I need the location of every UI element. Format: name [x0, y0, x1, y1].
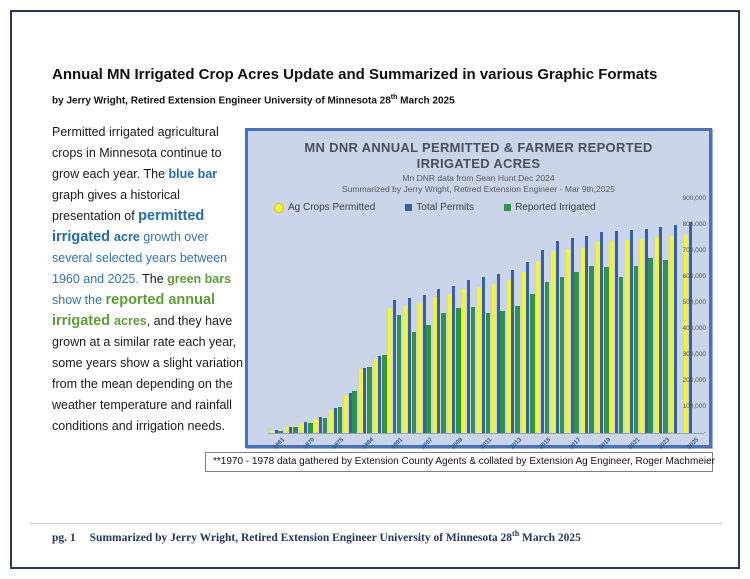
x-axis-tick-label: 1961 [272, 437, 287, 451]
bar-ag-crops-permitted [477, 287, 481, 433]
bar-ag-crops-permitted [388, 308, 392, 433]
bar-reported-irrigated [278, 431, 283, 433]
bar-ag-crops-permitted [581, 248, 585, 433]
bar-reported-irrigated [486, 313, 491, 433]
bar-total-permits [541, 250, 544, 433]
bar-total-permits [482, 277, 485, 433]
byline-text: by Jerry Wright, Retired Extension Engineer University of Minnesota 28 [52, 95, 391, 107]
bar-total-permits [319, 417, 322, 433]
bar-total-permits [630, 230, 633, 433]
bar-ag-crops-permitted [448, 294, 452, 433]
bar-reported-irrigated [500, 311, 505, 433]
y-axis-tick-label: 200,000 [682, 377, 706, 384]
y-axis-tick-label: 700,000 [682, 247, 706, 254]
chart-box [245, 128, 712, 451]
bar-reported-irrigated [397, 315, 402, 433]
bar-ag-crops-permitted [566, 249, 570, 433]
bar-reported-irrigated [323, 418, 328, 433]
bar-ag-crops-permitted [403, 306, 407, 433]
footer-ordinal: th [512, 529, 520, 538]
chart-title-line2: IRRIGATED ACRES [416, 156, 541, 171]
bar-ag-crops-permitted [300, 423, 304, 433]
bar-total-permits [556, 241, 559, 433]
bar-total-permits [275, 430, 278, 433]
byline-ordinal: th [390, 94, 398, 101]
bar-total-permits [615, 231, 618, 433]
bar-ag-crops-permitted [522, 272, 526, 433]
bar-reported-irrigated [619, 277, 624, 433]
bar-total-permits [363, 368, 366, 433]
page-title: Annual MN Irrigated Crop Acres Update and Summarized in various Graphic Formats [52, 66, 658, 83]
paragraph-run: The [142, 272, 168, 286]
bar-reported-irrigated [515, 306, 520, 433]
bar-total-permits [437, 289, 440, 433]
y-axis-tick-label: 900,000 [682, 195, 706, 202]
x-axis-tick-label: 2009 [450, 437, 464, 451]
y-axis-tick-label: 300,000 [682, 351, 706, 358]
bar-total-permits [289, 427, 292, 434]
bar-total-permits [600, 232, 603, 433]
bar-ag-crops-permitted [551, 251, 555, 433]
chart-subtitle-2: Summarized by Jerry Wright, Retired Extension Engineer - Mar 9th,2025 [342, 184, 615, 194]
footer-page-number: pg. 1 [52, 531, 76, 544]
x-axis-tick-label: 1975 [331, 437, 346, 451]
bar-total-permits [585, 236, 588, 433]
y-axis-tick-label: - [703, 429, 706, 436]
paragraph-run: permitted irrigated [52, 208, 205, 245]
bar-reported-irrigated [560, 277, 565, 433]
paragraph-run: reported annual irrigated [52, 292, 216, 329]
bar-total-permits [467, 280, 470, 433]
byline [52, 94, 712, 106]
chart-footnote: **1970 - 1978 data gathered by Extension County Agents & collated by Extension Ag Engineer, Roger Machmeier [205, 452, 713, 472]
chart-subtitle-1: Mn DNR data from Sean Hunt Dec 2024 [402, 173, 555, 183]
bar-ag-crops-permitted [374, 359, 378, 433]
x-axis-tick-label: 1970 [302, 437, 316, 451]
footer-text: Summarized by Jerry Wright, Retired Extension Engineer University of Minnesota 28 [89, 531, 513, 544]
bar-reported-irrigated [352, 391, 357, 433]
bar-reported-irrigated [648, 258, 653, 433]
bar-total-permits [304, 422, 307, 433]
bar-total-permits [526, 262, 529, 433]
bar-reported-irrigated [530, 294, 535, 433]
bar-ag-crops-permitted [492, 284, 496, 433]
bar-ag-crops-permitted [329, 410, 333, 433]
bar-reported-irrigated [604, 267, 609, 433]
paragraph-run: blue bar [168, 167, 218, 181]
bar-total-permits [452, 286, 455, 433]
x-axis-line [268, 433, 704, 434]
legend-label: Reported Irrigated [515, 202, 596, 213]
intro-paragraph [52, 122, 244, 437]
x-axis-tick-label: 2025 [686, 437, 701, 451]
x-axis-tick-label: 1984 [361, 437, 376, 451]
page-footer [52, 529, 712, 544]
paragraph-run: show the [52, 293, 106, 307]
x-axis-tick-label: 2011 [479, 437, 494, 451]
paragraph-run: acres [114, 314, 147, 328]
bar-ag-crops-permitted [640, 239, 644, 433]
chart-title-line1: MN DNR ANNUAL PERMITTED & FARMER REPORTED [304, 140, 653, 155]
bar-reported-irrigated [382, 355, 387, 433]
x-axis-tick-label: 2017 [568, 437, 583, 451]
bar-reported-irrigated [634, 266, 639, 433]
paragraph-run: green bars [167, 272, 232, 286]
paragraph-run: Permitted irrigated agricultural crops in Minnesota continue to grow each year. The [52, 125, 222, 181]
bar-reported-irrigated [471, 307, 476, 433]
bar-total-permits [497, 274, 500, 433]
x-axis-tick-label: 2023 [657, 437, 672, 451]
x-axis-tick-label: 2015 [538, 437, 553, 451]
bar-ag-crops-permitted [625, 240, 629, 433]
bar-total-permits [334, 408, 337, 433]
chart-plot [268, 199, 704, 451]
bar-reported-irrigated [426, 325, 431, 433]
bar-ag-crops-permitted [610, 241, 614, 433]
bar-reported-irrigated [412, 332, 417, 433]
paragraph-run: acre [114, 230, 140, 244]
x-axis-tick-label: 2007 [420, 437, 435, 451]
y-axis-tick-label: 600,000 [682, 273, 706, 280]
bar-total-permits [393, 300, 396, 433]
paragraph-run: , and they have grown at a similar rate each year, some years show a slight variation from the mean depending on the weather temperature and rainfall conditions and irrigation needs. [52, 314, 244, 433]
bar-ag-crops-permitted [462, 289, 466, 433]
bar-reported-irrigated [308, 423, 313, 433]
bar-ag-crops-permitted [270, 431, 274, 433]
bar-total-permits [349, 393, 352, 433]
bar-reported-irrigated [545, 282, 550, 433]
bar-ag-crops-permitted [359, 369, 363, 433]
y-axis-tick-label: 500,000 [682, 299, 706, 306]
bar-ag-crops-permitted [507, 280, 511, 433]
bar-total-permits [645, 229, 648, 433]
bar-reported-irrigated [589, 266, 594, 433]
bar-total-permits [511, 270, 514, 433]
x-axis-tick-label: 2013 [509, 437, 524, 451]
bar-total-permits [571, 238, 574, 433]
bar-ag-crops-permitted [670, 236, 674, 433]
y-axis-tick-label: 400,000 [682, 325, 706, 332]
bar-total-permits [659, 227, 662, 433]
bar-ag-crops-permitted [314, 419, 318, 433]
byline-tail: March 2025 [397, 95, 455, 107]
footer-tail: March 2025 [519, 531, 581, 544]
x-axis-tick-label: 2019 [598, 437, 612, 451]
bar-ag-crops-permitted [285, 427, 289, 433]
legend-label: Total Permits [416, 202, 475, 213]
x-axis-tick-label: 1991 [390, 437, 405, 451]
paragraph-run: graph gives a historical presentation of [52, 188, 180, 223]
bar-ag-crops-permitted [418, 303, 422, 433]
bar-ag-crops-permitted [596, 242, 600, 433]
bar-total-permits [378, 356, 381, 433]
bar-ag-crops-permitted [536, 261, 540, 433]
bar-reported-irrigated [338, 407, 343, 433]
bar-reported-irrigated [663, 260, 668, 433]
bar-reported-irrigated [574, 272, 579, 433]
bar-reported-irrigated [367, 367, 372, 433]
y-axis-tick-label: 800,000 [682, 221, 706, 228]
paragraph-run: growth over several selected years between 1960 and 2025. [52, 230, 228, 286]
bar-total-permits [408, 298, 411, 433]
footer-rule [30, 523, 722, 524]
legend-label: Ag Crops Permitted [288, 202, 376, 213]
bar-ag-crops-permitted [344, 395, 348, 433]
y-axis-tick-label: 100,000 [682, 403, 706, 410]
bar-reported-irrigated [441, 313, 446, 433]
bar-reported-irrigated [293, 427, 298, 433]
x-axis-tick-label: 2021 [627, 437, 642, 451]
bar-reported-irrigated [456, 308, 461, 433]
bar-total-permits [423, 295, 426, 433]
bar-ag-crops-permitted [433, 297, 437, 434]
bar-ag-crops-permitted [655, 237, 659, 433]
